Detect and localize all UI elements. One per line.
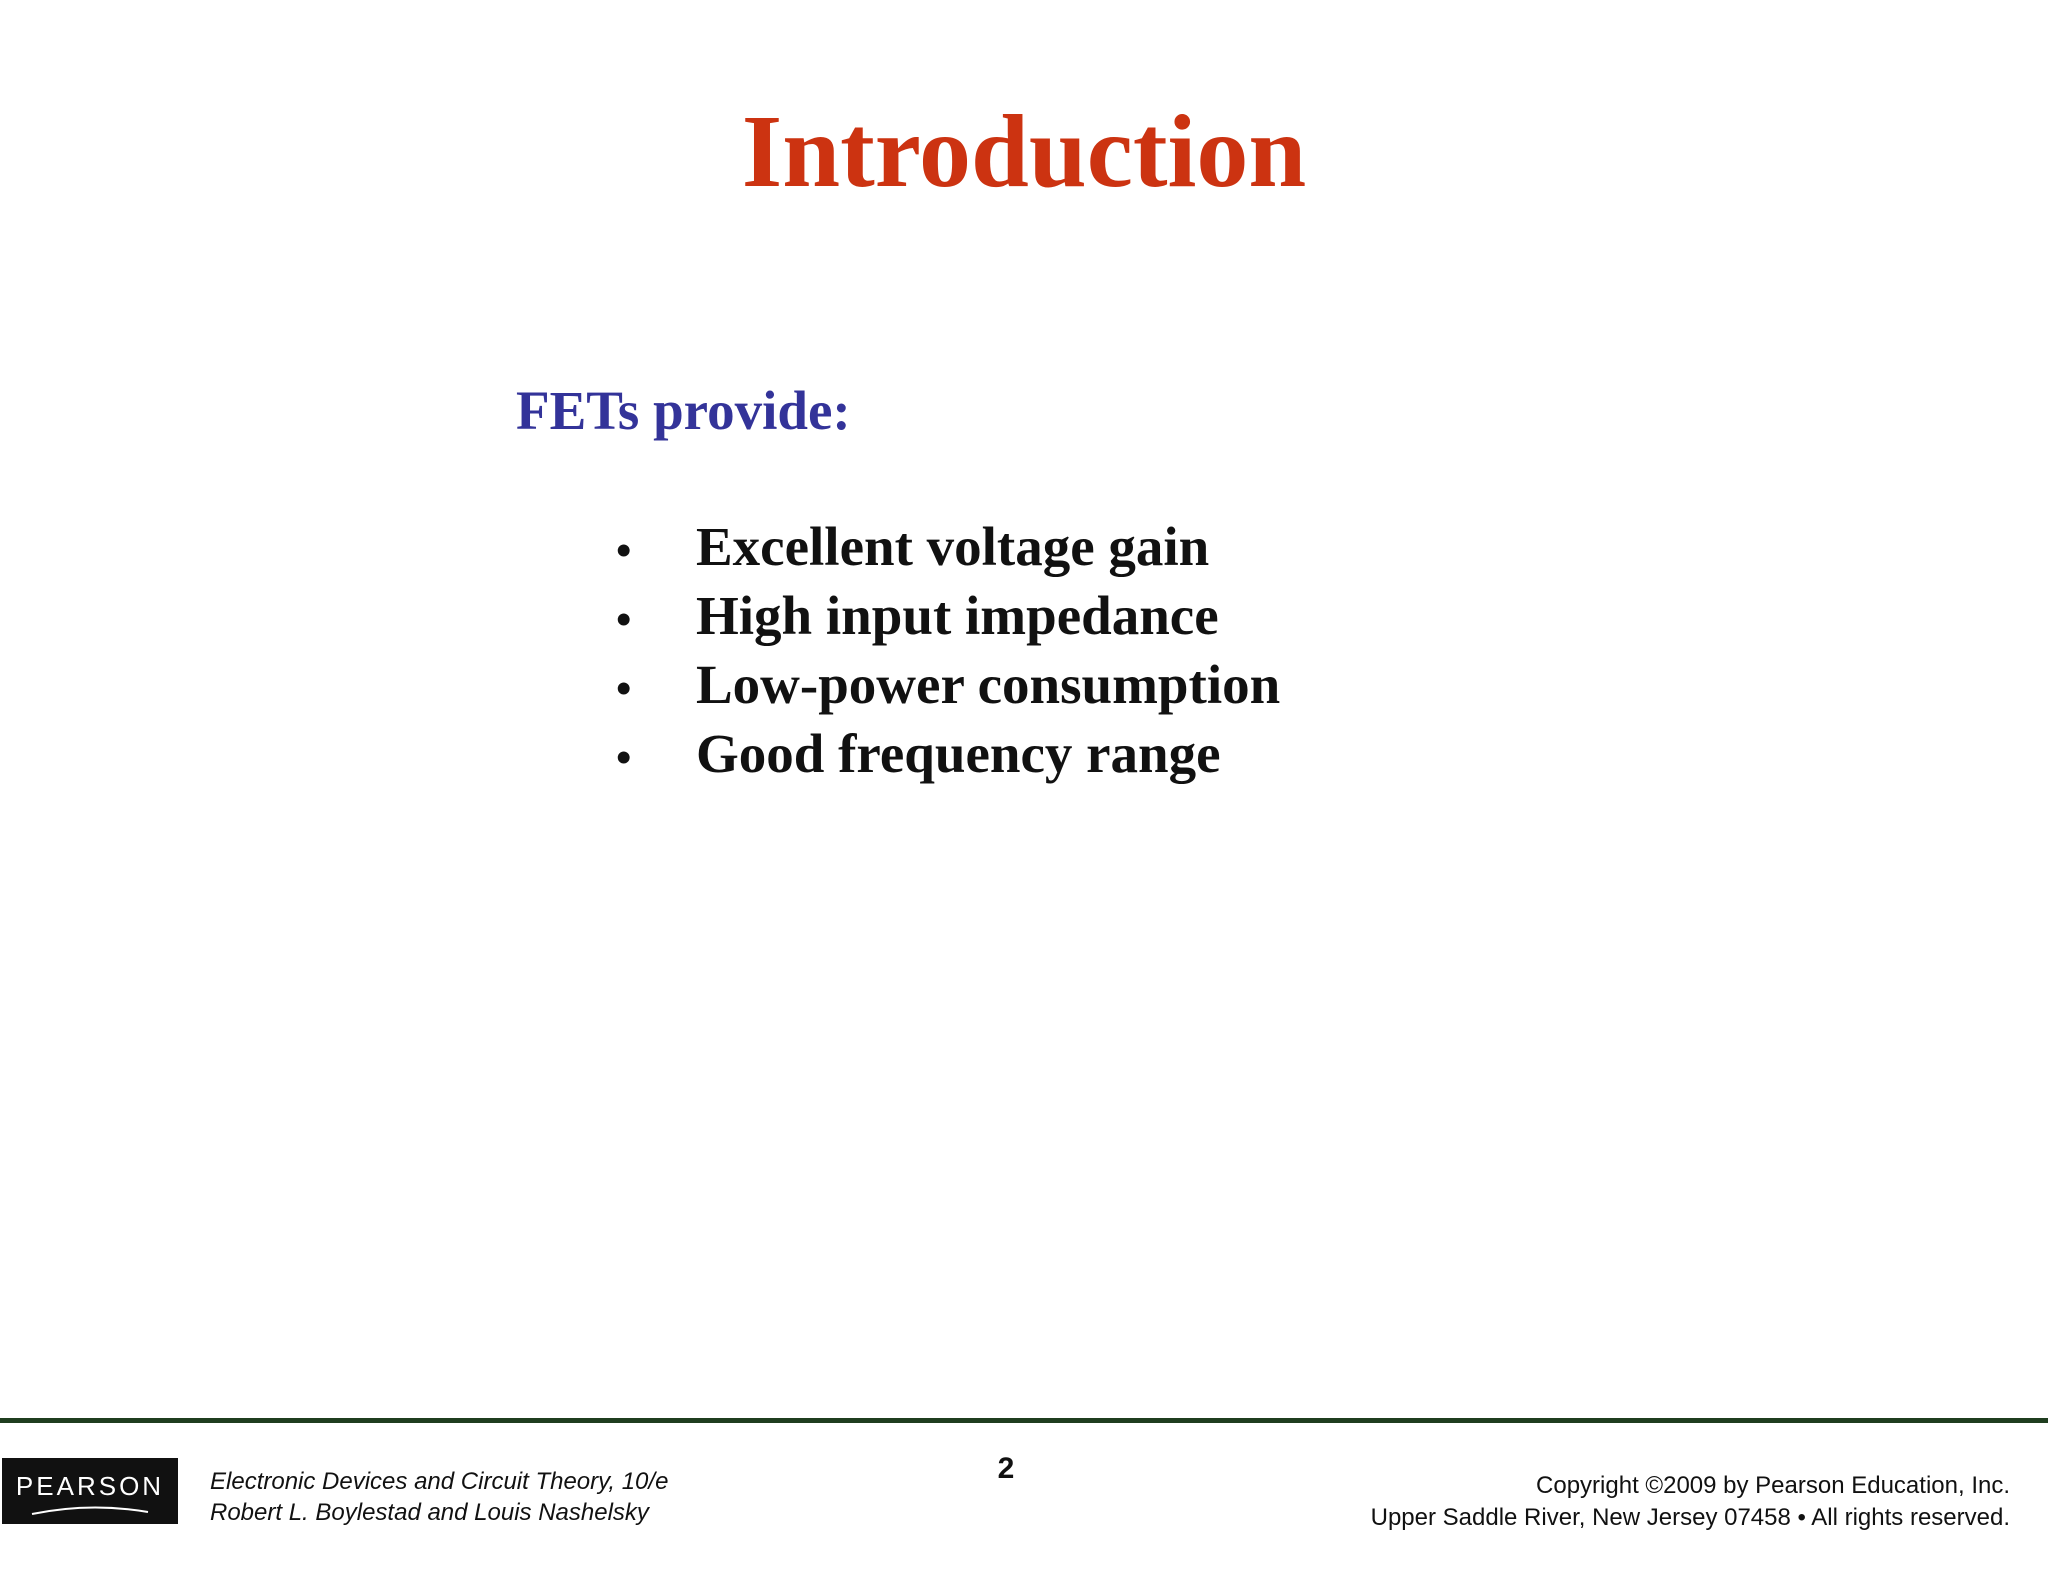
- bullet-icon: •: [616, 595, 632, 644]
- bullet-text: Good frequency range: [696, 723, 1221, 784]
- footer-divider: [0, 1418, 2048, 1423]
- slide-title: Introduction: [741, 94, 1307, 209]
- copyright-line: Copyright ©2009 by Pearson Education, Inc.: [1536, 1472, 2010, 1499]
- copyright-notice: [1371, 1470, 2010, 1534]
- book-authors: Robert L. Boylestad and Louis Nashelsky: [210, 1499, 649, 1526]
- book-title: Electronic Devices and Circuit Theory, 10/e: [210, 1468, 669, 1495]
- bullet-text: High input impedance: [696, 585, 1219, 646]
- page-number: 2: [997, 1452, 1015, 1485]
- bullet-text: Low-power consumption: [696, 654, 1281, 715]
- list-item: [616, 650, 1280, 719]
- subheading: FETs provide:: [516, 380, 851, 441]
- bullet-icon: •: [616, 664, 632, 713]
- list-item: [616, 512, 1280, 581]
- bullet-icon: •: [616, 526, 632, 575]
- bullet-text: Excellent voltage gain: [696, 516, 1210, 577]
- logo-text: PEARSON: [15, 1470, 165, 1501]
- bullet-list: [616, 512, 1280, 788]
- bullet-icon: •: [616, 733, 632, 782]
- logo-swoosh-icon: [30, 1504, 150, 1516]
- list-item: [616, 719, 1280, 788]
- address-line: Upper Saddle River, New Jersey 07458 • All rights reserved.: [1370, 1504, 2010, 1531]
- list-item: [616, 581, 1280, 650]
